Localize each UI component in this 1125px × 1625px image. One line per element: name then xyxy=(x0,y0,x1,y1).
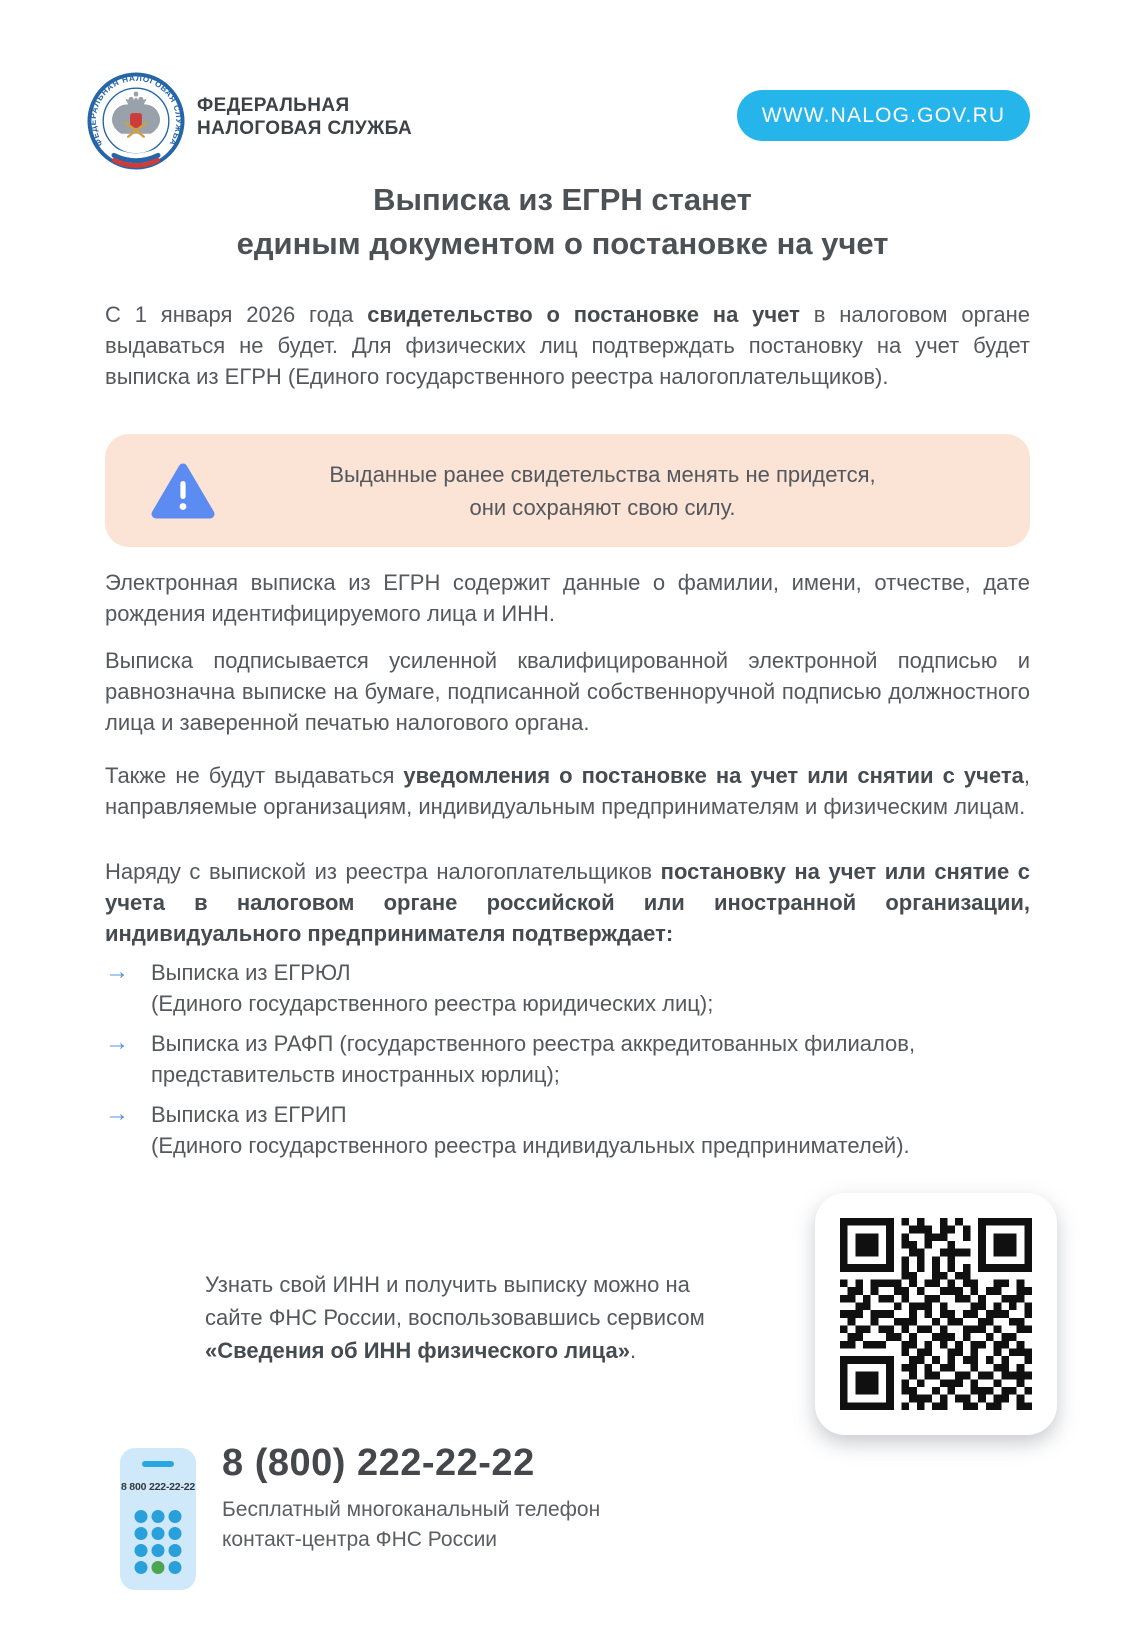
callout-line1: Выданные ранее свидетельства менять не придется, xyxy=(329,461,876,487)
list-item-title: Выписка из ЕГРЮЛ xyxy=(151,960,351,985)
page-title-line1: Выписка из ЕГРН станет xyxy=(373,182,752,217)
phone-keypad xyxy=(135,1510,182,1574)
phone-icon xyxy=(120,1448,196,1590)
contact-block xyxy=(222,1442,600,1555)
arrow-bullet-icon: → xyxy=(105,958,129,985)
website-button[interactable]: WWW.NALOG.GOV.RU xyxy=(737,90,1030,141)
call-button-dot xyxy=(152,1561,165,1574)
notifications-bold: уведомления о постановке на учет или снятии с учета xyxy=(403,763,1024,788)
phone-number: 8 (800) 222-22-22 xyxy=(222,1442,535,1484)
page-title xyxy=(0,178,1125,266)
qr-caption-line3 xyxy=(205,1334,795,1367)
arrow-bullet-icon: → xyxy=(105,1029,129,1056)
agency-name xyxy=(197,94,412,140)
intro-bold: свидетельство о постановке на учет xyxy=(367,302,800,327)
qr-caption-service-name: «Сведения об ИНН физического лица» xyxy=(205,1338,630,1363)
agency-name-line1: ФЕДЕРАЛЬНАЯ xyxy=(197,95,350,116)
list-item xyxy=(105,1028,1035,1090)
eagle-shield xyxy=(130,113,142,128)
qr-code xyxy=(840,1218,1032,1410)
logo-ring-text: ФЕДЕРАЛЬНАЯ НАЛОГОВАЯ СЛУЖБА xyxy=(88,73,184,148)
qr-caption-period: . xyxy=(629,1338,637,1363)
phone-speaker-bar xyxy=(142,1461,174,1467)
qr-caption-line2: сайте ФНС России, воспользовавшись сервисом xyxy=(205,1305,705,1330)
page-title-line2: единым документом о постановке на учет xyxy=(236,226,889,261)
intro-post: в налоговом органе выдаваться не будет. Для физических лиц подтверждать постановку на учет будет выписка из ЕГРН (Единого государственного реестра налогоплательщиков). xyxy=(105,302,1030,389)
list-item-note: представительств иностранных юрлиц); xyxy=(151,1062,560,1087)
paragraph-confirm xyxy=(105,856,1030,949)
warning-callout xyxy=(105,434,1030,547)
list-item xyxy=(105,957,1035,1019)
phone-description-line2: контакт-центра ФНС России xyxy=(222,1528,498,1551)
phone-description xyxy=(222,1495,600,1555)
fns-emblem-logo xyxy=(87,72,185,170)
agency-name-line2: НАЛОГОВАЯ СЛУЖБА xyxy=(197,118,413,139)
list-item-note: (Единого государственного реестра индивидуальных предпринимателей). xyxy=(151,1133,910,1158)
paragraph-electronic: Электронная выписка из ЕГРН содержит данные о фамилии, имени, отчестве, дате рождения идентифицируемого лица и ИНН. xyxy=(105,570,1030,626)
list-item-title: Выписка из ЕГРИП xyxy=(151,1102,347,1127)
notifications-pre: Также не будут выдаваться xyxy=(105,763,404,788)
callout-line2: они сохраняют свою силу. xyxy=(469,494,736,520)
paragraph-notifications xyxy=(105,760,1030,822)
arrow-bullet-icon: → xyxy=(105,1100,129,1127)
confirm-bold: постановку на учет или снятие с учета в налоговом органе российской или иностранной организации, индивидуального предпринимателя подтверждает: xyxy=(105,859,1030,946)
warning-triangle-icon xyxy=(151,462,215,520)
notifications-post: , направляемые организациям, индивидуальным предпринимателям и физическим лицам. xyxy=(105,763,1030,819)
qr-caption-line1: Узнать свой ИНН и получить выписку можно на xyxy=(205,1272,690,1297)
confirm-pre: Наряду с выпиской из реестра налогоплательщиков xyxy=(105,859,661,884)
paragraph-signature: Выписка подписывается усиленной квалифицированной электронной подписью и равнозначна выписке на бумаге, подписанной собственноручной подписью должностного лица и заверенной печатью налогового органа. xyxy=(105,648,1030,735)
qr-card xyxy=(815,1193,1057,1435)
extract-list xyxy=(105,957,1035,1170)
qr-caption xyxy=(205,1268,795,1367)
list-item xyxy=(105,1099,1035,1161)
phone-icon-label: 8 800 222-22-22 xyxy=(120,1481,196,1493)
paragraph-intro xyxy=(105,299,1030,392)
intro-pre: С 1 января 2026 года xyxy=(105,302,368,327)
list-item-title: Выписка из РАФП (государственного реестра аккредитованных филиалов, xyxy=(151,1031,916,1056)
phone-description-line1: Бесплатный многоканальный телефон xyxy=(222,1498,601,1521)
warning-callout-text xyxy=(215,458,1030,524)
list-item-note: (Единого государственного реестра юридических лиц); xyxy=(151,991,714,1016)
